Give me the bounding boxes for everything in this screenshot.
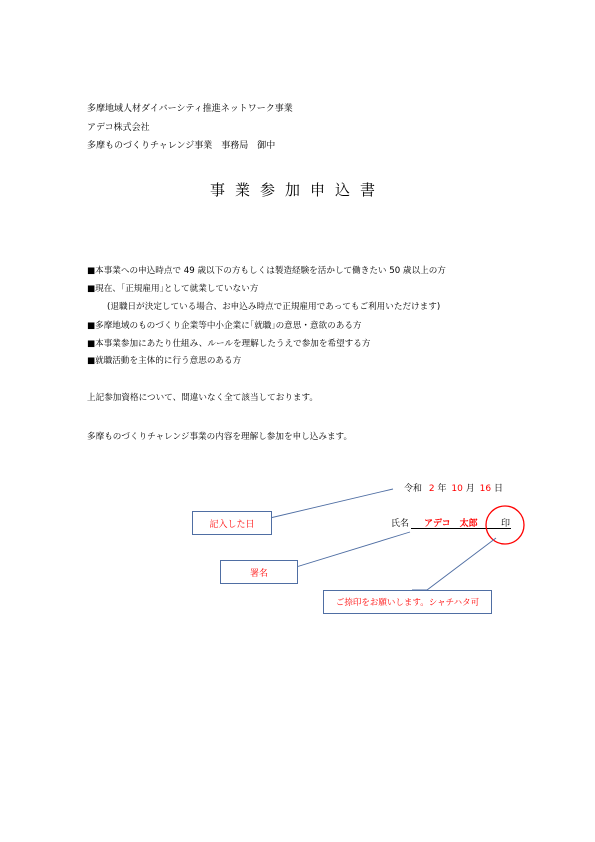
confirmation-statement: 上記参加資格について、間違いなく全て該当しております。 (87, 393, 319, 403)
condition-note: (退職日が決定している場合、お申込み時点で正規雇用であってもご利用いただけます) (107, 302, 441, 312)
condition-item: ■就職活動を主体的に行う意思のある方 (87, 356, 242, 366)
application-statement: 多摩ものづくりチャレンジ事業の内容を理解し参加を申し込みます。 (87, 432, 353, 442)
date-leader-line (270, 489, 393, 518)
date-month-unit: 月 (465, 484, 475, 494)
callout-seal: ご捺印をお願いします。シャチハタ可 (323, 590, 492, 614)
signature-label: 氏名 (391, 519, 410, 529)
callout-date: 記入した日 (192, 511, 272, 535)
callout-signature: 署名 (220, 560, 298, 584)
condition-item: ■現在、｢正規雇用｣として就業していない方 (87, 284, 259, 294)
date-month: 10 (451, 484, 463, 494)
addressee-line-1: 多摩地域人材ダイバーシティ推進ネットワーク事業 (87, 104, 293, 114)
condition-item: ■本事業への申込時点で 49 歳以下の方もしくは製造経験を活かして働きたい 50 歳以上の方 (87, 266, 446, 276)
signature-leader-line (296, 532, 410, 567)
date-day: 16 (479, 484, 492, 494)
addressee-line-3: 多摩ものづくりチャレンジ事業 事務局 御中 (87, 141, 276, 151)
page-title: 事業参加申込書 (209, 181, 385, 199)
condition-item: ■多摩地域のものづくり企業等中小企業に｢就職｣の意思・意欲のある方 (87, 321, 362, 331)
seal-label: 印 (501, 519, 511, 529)
addressee-line-2: アデコ株式会社 (87, 123, 150, 133)
date-year-unit: 年 (437, 484, 447, 494)
seal-leader-line (412, 538, 496, 590)
date-era: 令和 (404, 484, 423, 494)
date-day-unit: 日 (493, 484, 503, 494)
condition-item: ■本事業参加にあたり仕組み、ルールを理解したうえで参加を希望する方 (87, 339, 371, 349)
seal-circle (486, 506, 524, 544)
signature-name: アデコ 太郎 (424, 519, 478, 529)
date-year: 2 (428, 484, 435, 494)
